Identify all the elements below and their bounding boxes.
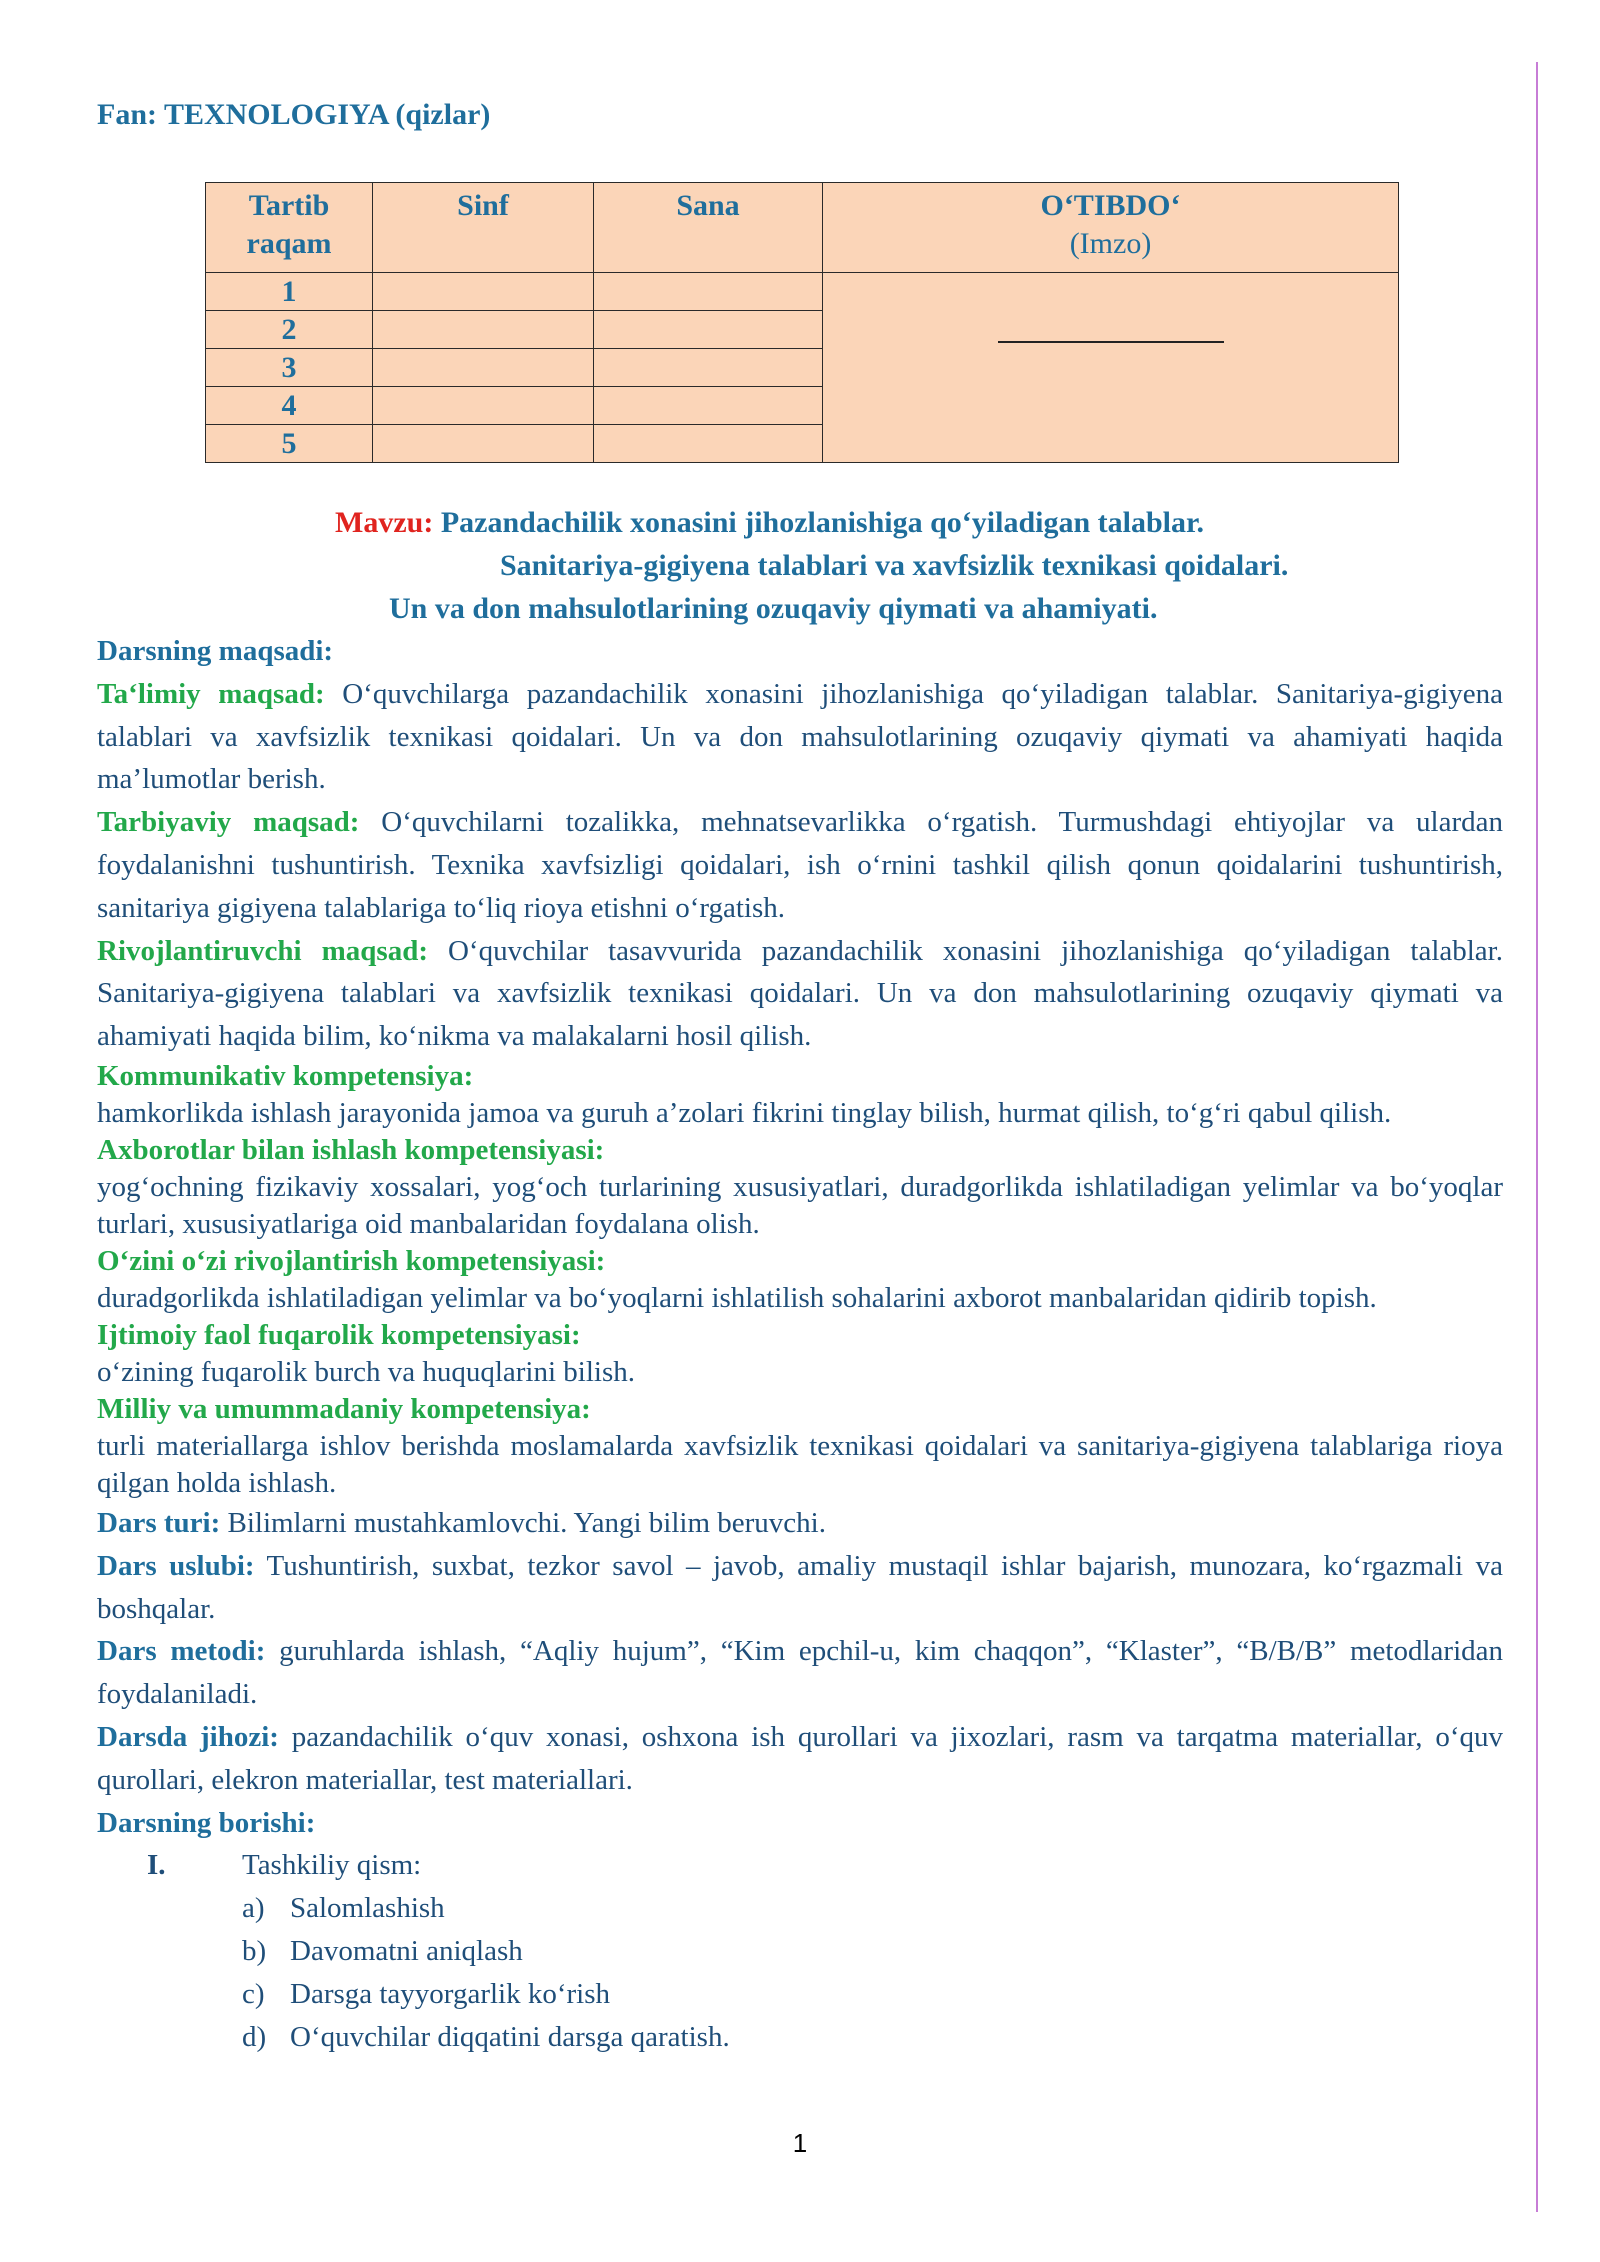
header-sinf: Sinf [373,183,594,273]
tarbiyaviy-goal [97,801,1503,929]
sinf-cell [373,349,594,387]
dars-uslubi-label: Dars uslubi: [97,1549,255,1582]
goals-heading: Darsning maqsadi: [97,635,334,667]
sinf-cell [373,311,594,349]
competency-text: duradgorlikda ishlatiladigan yelimlar va bo‘yoqlarni ishlatilish sohalarini axborot manbalaridan qidirib topish. [97,1281,1377,1314]
talimiy-label: Ta‘limiy maqsad: [97,677,325,710]
dars-metodi [97,1630,1503,1716]
process-substep [97,1973,1503,2016]
dars-turi-text: Bilimlarni mustahkamlovchi. Yangi bilim beruvchi. [220,1506,826,1539]
competency-heading: Axborotlar bilan ishlash kompetensiyasi: [97,1133,605,1166]
row-number: 4 [206,387,373,425]
topic-line-3: Un va don mahsulotlarining ozuqaviy qiymati va ahamiyati. [389,592,1158,625]
row-number: 3 [206,349,373,387]
signature-cell [823,273,1399,463]
competency-text: o‘zining fuqarolik burch va huquqlarini bilish. [97,1355,636,1388]
substep-text: Davomatni aniqlash [290,1934,523,1967]
sinf-cell [373,387,594,425]
competency-heading: O‘zini o‘zi rivojlantirish kompetensiyasi: [97,1244,606,1277]
darsda-jihozi-text: pazandachilik o‘quv xonasi, oshxona ish qurollari va jixozlari, rasm va tarqatma materiallar, o‘quv qurollari, elekron materiallar, test materiallari. [97,1720,1503,1796]
rivojlantiruvchi-text: O‘quvchilar tasavvurida pazandachilik xonasini jihozlanishiga qo‘yiladigan talablar. Sanitariya-gigiyena talablari va xavfsizlik texnikasi qoidalari. Un va don mahsulotlarining ozuqaviy qiymati va ahamiyati haqida bilim, ko‘nikma va malakalarni hosil qilish. [97,934,1503,1053]
margin-rule [1536,62,1538,2212]
competency-heading: Kommunikativ kompetensiya: [97,1059,474,1092]
row-number: 5 [206,425,373,463]
substep-letter: d) [242,2020,267,2053]
header-tartib-line2: raqam [246,227,332,260]
dars-metodi-label: Dars metodi: [97,1635,266,1668]
process-step [97,1844,1503,1887]
substep-letter: a) [242,1892,265,1925]
topic-line-1 [335,506,1204,540]
substep-text: Salomlashish [290,1892,445,1925]
step-title: Tashkiliy qism: [242,1849,422,1882]
topic-label: Mavzu: [335,506,434,539]
tarbiyaviy-label: Tarbiyaviy maqsad: [97,806,360,839]
dars-metodi-text: guruhlarda ishlash, “Aqliy hujum”, “Kim epchil-u, kim chaqqon”, “Klaster”, “B/B/B” metodlaridan foydalaniladi. [97,1635,1503,1711]
competency-heading: Ijtimoiy faol fuqarolik kompetensiyasi: [97,1318,581,1351]
sinf-cell [373,273,594,311]
dars-uslubi [97,1545,1503,1631]
sana-cell [594,311,823,349]
substep-text: O‘quvchilar diqqatini darsga qaratish. [290,2020,730,2053]
header-otibdo [823,183,1399,273]
sinf-cell [373,425,594,463]
tarbiyaviy-text: O‘quvchilarni tozalikka, mehnatsevarlikka o‘rgatish. Turmushdagi ehtiyojlar va ulardan foydalanishni tushuntirish. Texnika xavfsizligi qoidalari, ish o‘rnini tashkil qilish qonun qoidalarini tushuntirish, sanitariya gigiyena talablariga to‘liq rioya etishni o‘rgatish. [97,806,1504,924]
row-number: 2 [206,311,373,349]
substep-text: Darsga tayyorgarlik ko‘rish [290,1977,610,2010]
talimiy-goal [97,673,1503,801]
header-tartib [206,183,373,273]
sana-cell [594,273,823,311]
sana-cell [594,425,823,463]
table-row [206,273,1399,311]
process-list [97,1844,1503,2058]
competency-text: hamkorlikda ishlash jarayonida jamoa va guruh a’zolari fikrini tinglay bilish, hurmat qilish, to‘g‘ri qabul qilish. [97,1096,1392,1129]
table-header-row [206,183,1399,273]
header-imzo-label: (Imzo) [1069,227,1152,260]
darsda-jihozi [97,1716,1503,1802]
topic-line-2: Sanitariya-gigiyena talablari va xavfsizlik texnikasi qoidalari. [500,549,1289,582]
substep-letter: b) [242,1934,267,1967]
rivojlantiruvchi-goal [97,930,1503,1058]
dars-uslubi-text: Tushuntirish, suxbat, tezkor savol – javob, amaliy mustaqil ishlar bajarish, munozara, ko‘rgazmali va boshqalar. [97,1549,1503,1625]
rivojlantiruvchi-label: Rivojlantiruvchi maqsad: [97,934,428,967]
process-substep [97,1887,1503,1930]
competency-heading: Milliy va umummadaniy kompetensiya: [97,1392,591,1425]
talimiy-text: O‘quvchilarga pazandachilik xonasini jihozlanishiga qo‘yiladigan talablar. Sanitariya-gigiyena talablari va xavfsizlik texnikasi qoidalari. Un va don mahsulotlarining ozuqaviy qiymati va ahamiyati haqida ma’lumotlar berish. [97,677,1503,796]
process-substep [97,1930,1503,1973]
competency-text: turli materiallarga ishlov berishda moslamalarda xavfsizlik texnikasi qoidalari va sanitariya-gigiyena talablariga rioya qilgan holda ishlash. [97,1429,1503,1499]
topic-text-1: Pazandachilik xonasini jihozlanishiga qo‘yiladigan talablar. [440,506,1205,539]
subject-title: Fan: TEXNOLOGIYA (qizlar) [97,98,491,131]
competency-text: yog‘ochning fizikaviy xossalari, yog‘och turlarining xususiyatlari, duradgorlikda ishlatiladigan yelimlar va bo‘yoqlar turlari, xususiyatlariga oid manbalaridan foydalana olish. [97,1170,1503,1240]
darsda-jihozi-label: Darsda jihozi: [97,1720,279,1753]
header-otibdo-label: O‘TIBDO‘ [1040,189,1181,222]
page-number: 1 [792,2128,808,2158]
sana-cell [594,349,823,387]
attendance-table [205,182,1399,463]
signature-line [998,341,1224,343]
competency-list [97,1058,1503,1502]
sana-cell [594,387,823,425]
process-substep [97,2016,1503,2059]
dars-turi [97,1502,1503,1545]
row-number: 1 [206,273,373,311]
lesson-body [97,630,1503,2058]
substep-letter: c) [242,1977,265,2010]
dars-turi-label: Dars turi: [97,1506,221,1539]
process-heading: Darsning borishi: [97,1806,316,1839]
header-tartib-line1: Tartib [248,189,330,222]
step-numeral: I. [147,1849,166,1882]
header-sana: Sana [594,183,823,273]
